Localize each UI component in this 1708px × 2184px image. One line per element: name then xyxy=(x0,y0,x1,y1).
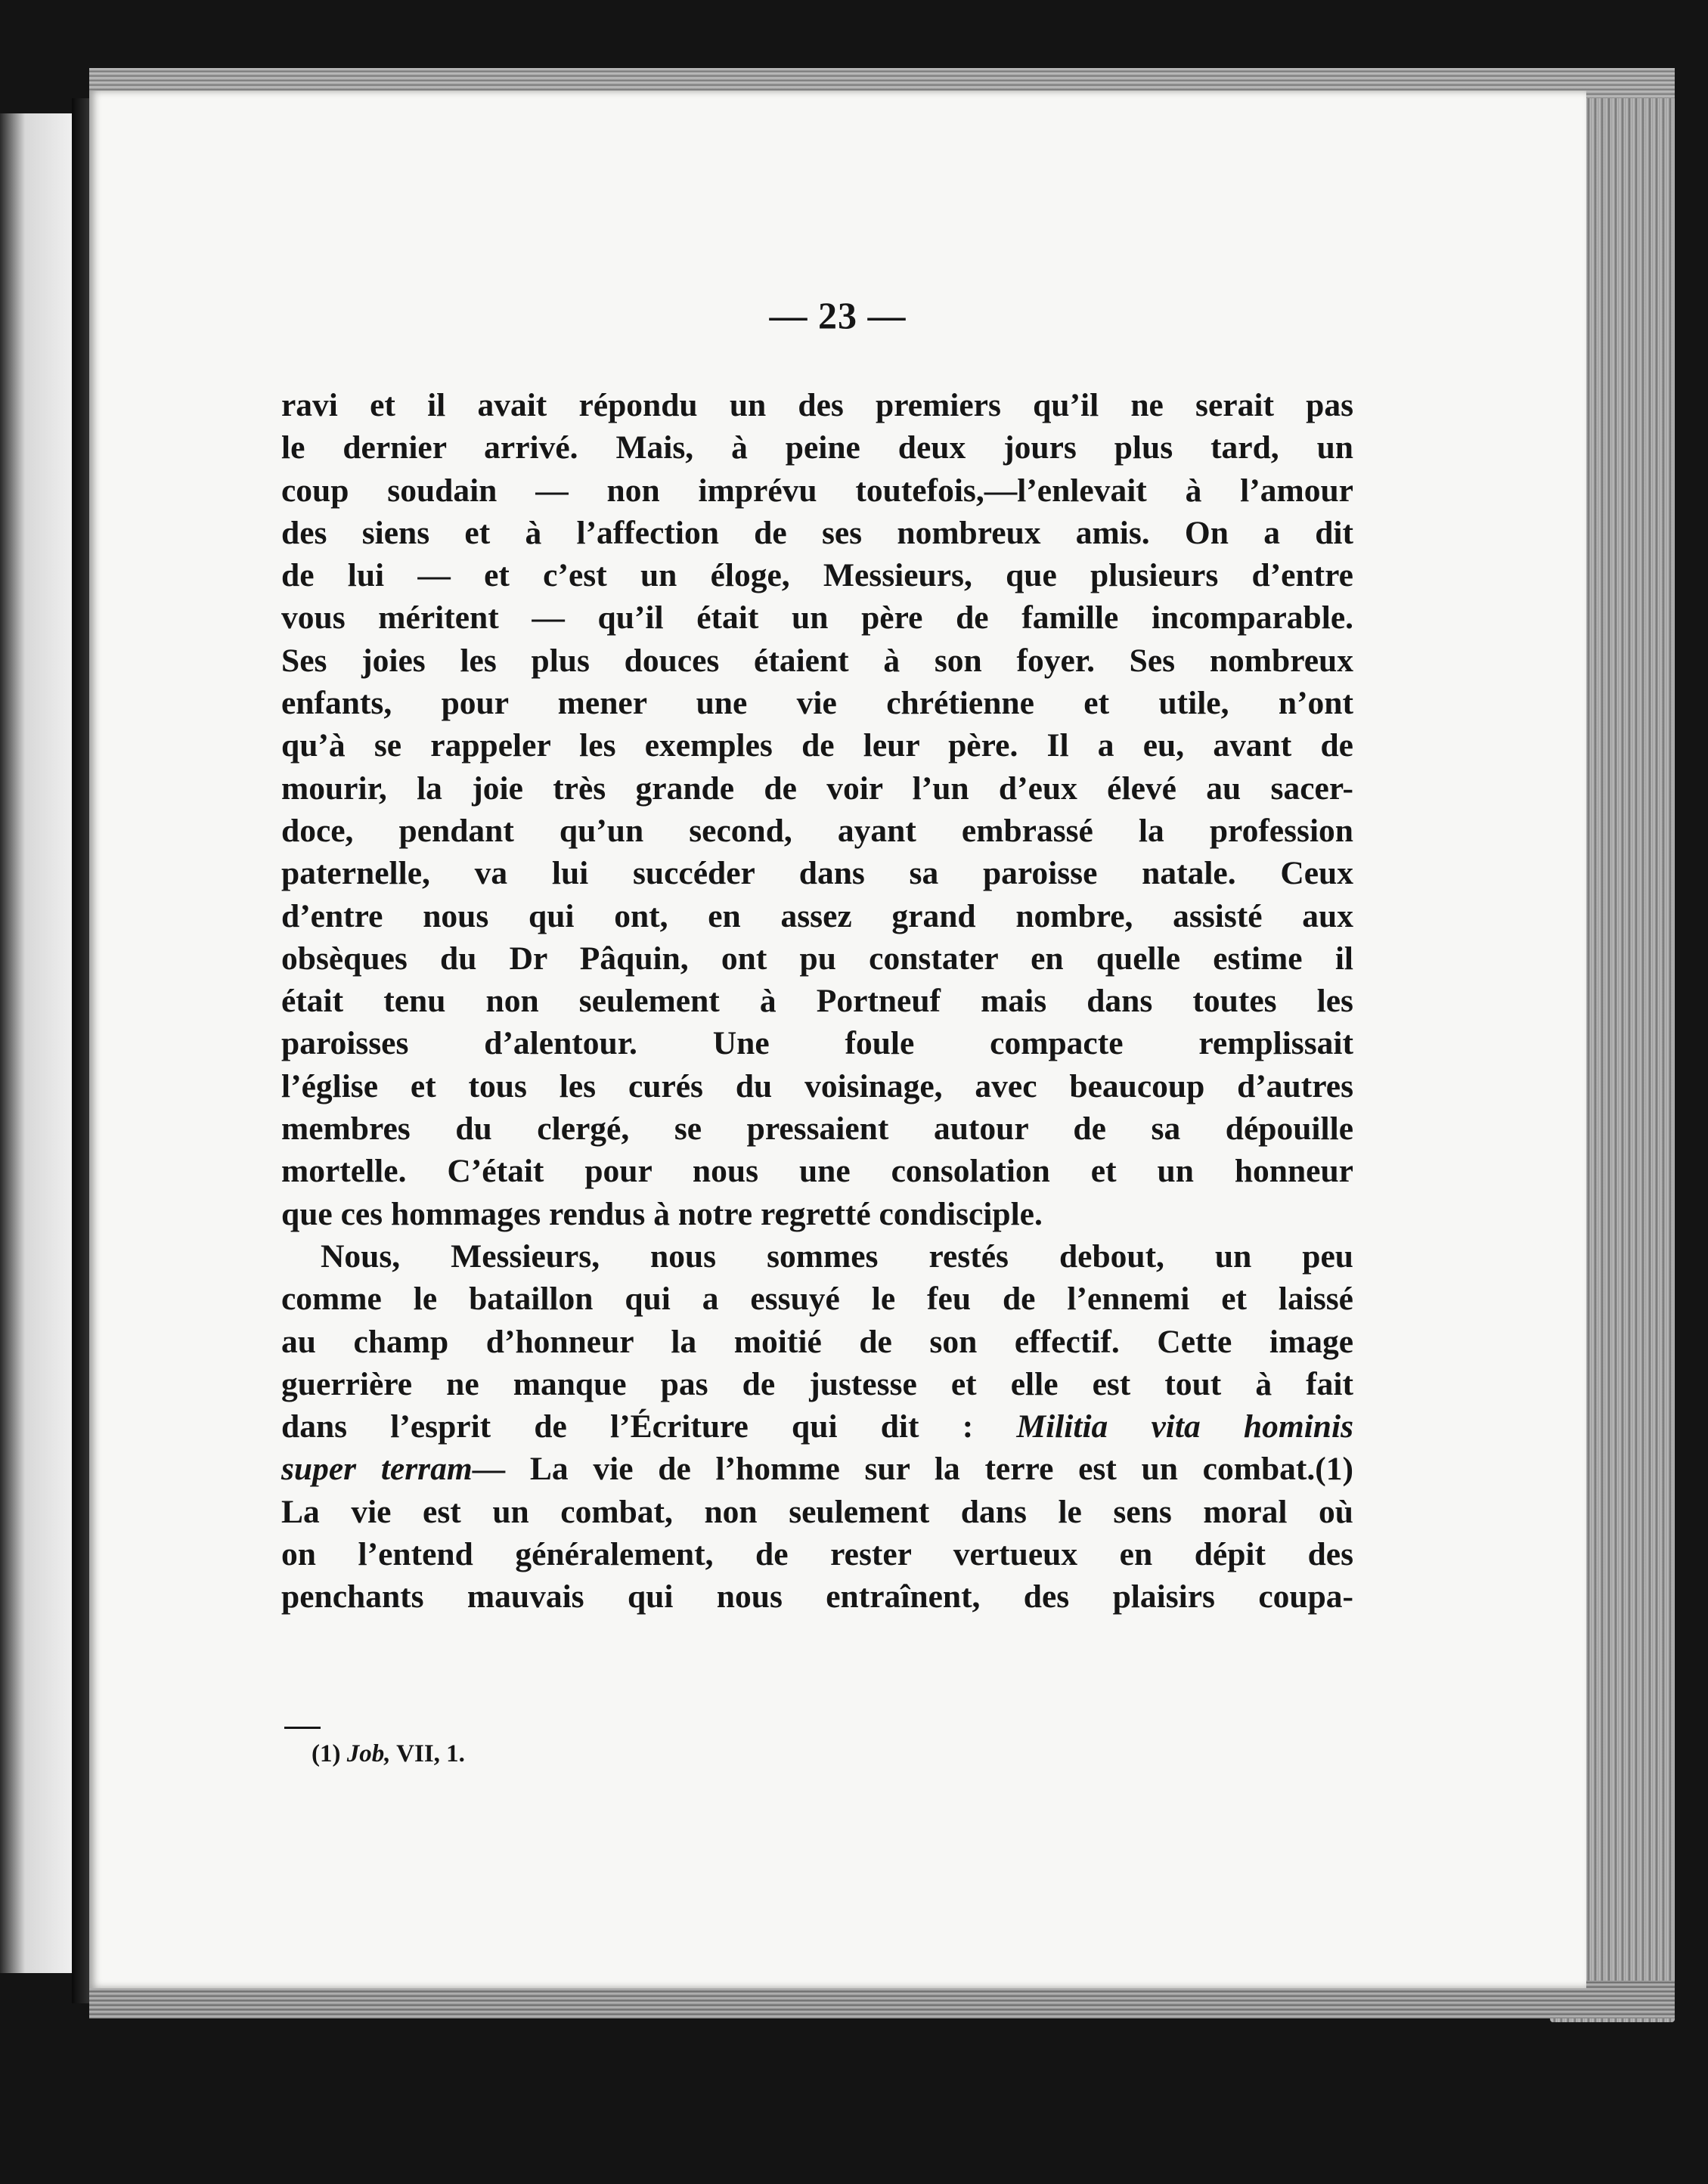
text-line: penchants mauvais qui nous entraînent, des plaisirs coupa- xyxy=(281,1578,1353,1616)
text-line: mourir, la joie très grande de voir l’un d’eux élevé au sacer- xyxy=(281,770,1353,807)
previous-page-edge xyxy=(0,113,72,1973)
footnote-marker: (1) xyxy=(312,1740,341,1767)
text-line: mortelle. C’était pour nous une consolation et un honneur xyxy=(281,1153,1353,1190)
latin-quote-part-a: Militia vita hominis xyxy=(1016,1408,1353,1445)
footnote-reference: VII, 1. xyxy=(396,1740,465,1767)
page-body-text xyxy=(281,384,1353,1619)
footnote-rule xyxy=(284,1727,321,1729)
text-line: des siens et à l’affection de ses nombreux amis. On a dit xyxy=(281,514,1353,551)
text-line: guerrière ne manque pas de justesse et elle est tout à fait xyxy=(281,1365,1353,1402)
page-number: — 23 — xyxy=(769,294,907,336)
text-line: Nous, Messieurs, nous sommes restés debout, un peu xyxy=(321,1238,1353,1275)
latin-quote-part-b: super terram xyxy=(281,1451,473,1488)
text-line: paroisses d’alentour. Une foule compacte remplissait xyxy=(281,1025,1353,1062)
text-line: vous méritent — qu’il était un père de famille incomparable. xyxy=(281,599,1353,637)
text-line: l’église et tous les curés du voisinage, avec beaucoup d’autres xyxy=(281,1067,1353,1104)
text-line: comme le bataillon qui a essuyé le feu de l’ennemi et laissé xyxy=(281,1281,1353,1318)
text-line: La vie est un combat, non seulement dans le sens moral où xyxy=(281,1493,1353,1530)
text-line: qu’à se rappeler les exemples de leur père. Il a eu, avant de xyxy=(281,727,1353,764)
text-line: obsèques du Dr Pâquin, ont pu constater en quelle estime il xyxy=(281,940,1353,977)
text-line: le dernier arrivé. Mais, à peine deux jours plus tard, un xyxy=(281,429,1353,466)
text-line: enfants, pour mener une vie chrétienne et utile, n’ont xyxy=(281,685,1353,722)
text-line: était tenu non seulement à Portneuf mais dans toutes les xyxy=(281,983,1353,1020)
book-page xyxy=(89,91,1586,1988)
footnote xyxy=(312,1737,465,1770)
text-line: d’entre nous qui ont, en assez grand nombre, assisté aux xyxy=(281,897,1353,934)
text-line: ravi et il avait répondu un des premiers qu’il ne serait pas xyxy=(281,387,1353,423)
text-line: au champ d’honneur la moitié de son effectif. Cette image xyxy=(281,1323,1353,1360)
text-line: on l’entend généralement, de rester vertueux en dépit des xyxy=(281,1536,1353,1573)
text-line: que ces hommages rendus à notre regretté condisciple. xyxy=(281,1195,1043,1232)
latin-quote-line xyxy=(281,1448,1353,1490)
text-line: Ses joies les plus douces étaient à son foyer. Ses nombreux xyxy=(281,642,1353,679)
text-line: doce, pendant qu’un second, ayant embrassé la profession xyxy=(281,812,1353,849)
latin-line-rest: — La vie de l’homme sur la terre est un combat.(1) xyxy=(472,1451,1353,1488)
text-line: membres du clergé, se pressaient autour de sa dépouille xyxy=(281,1111,1353,1148)
latin-line-lead: dans l’esprit de l’Écriture qui dit : xyxy=(281,1408,974,1445)
footnote-source: Job, xyxy=(346,1740,391,1767)
text-line: coup soudain — non imprévu toutefois,—l’enlevait à l’amour xyxy=(281,472,1353,509)
latin-quote-line xyxy=(281,1405,1353,1448)
text-line: paternelle, va lui succéder dans sa paroisse natale. Ceux xyxy=(281,855,1353,892)
text-line: de lui — et c’est un éloge, Messieurs, que plusieurs d’entre xyxy=(281,557,1353,594)
